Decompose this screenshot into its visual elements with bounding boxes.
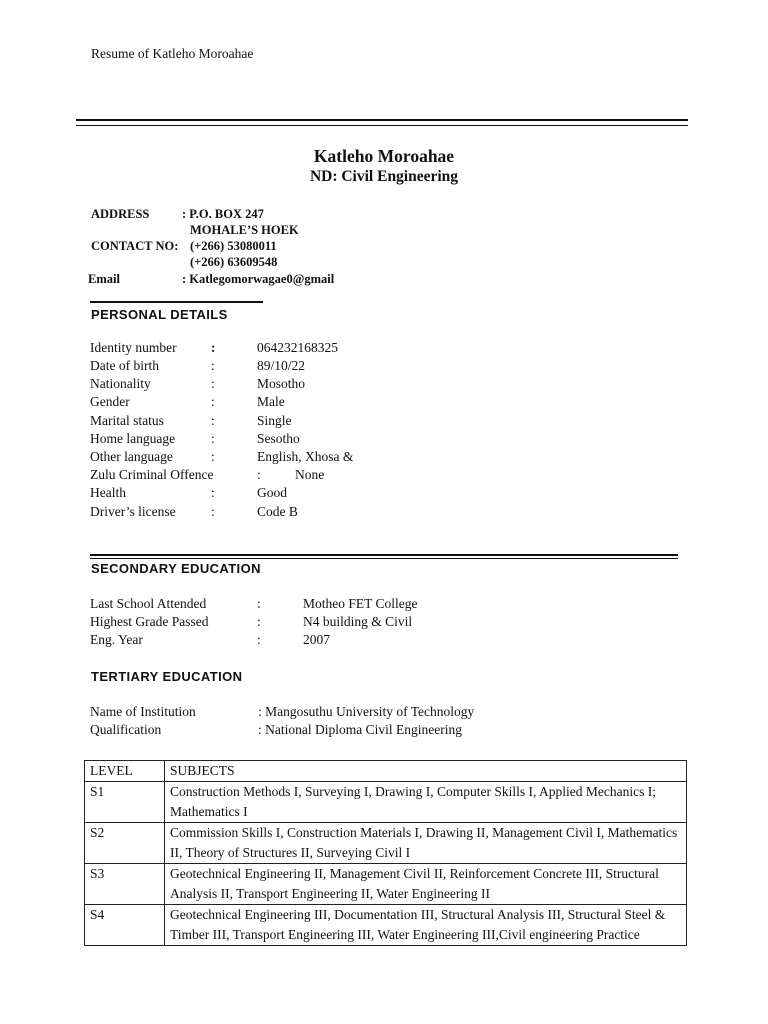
personal-sep: : <box>211 504 215 519</box>
secondary-value: 2007 <box>303 632 330 647</box>
header-rule-bottom <box>76 125 688 126</box>
personal-label: Zulu Criminal Offence <box>90 467 214 482</box>
personal-sep: : <box>211 413 215 428</box>
tertiary-value: : Mangosuthu University of Technology <box>258 704 475 719</box>
address-label: ADDRESS <box>91 207 150 221</box>
tertiary-label: Name of Institution <box>90 704 196 719</box>
candidate-name: Katleho Moroahae <box>313 146 455 166</box>
address-line-2: MOHALE’S HOEK <box>190 223 299 237</box>
personal-sep: : <box>211 485 215 500</box>
personal-value: English, Xhosa & <box>257 449 354 464</box>
personal-label: Date of birth <box>90 358 159 373</box>
secondary-section-rule-bottom <box>90 558 678 559</box>
secondary-sep: : <box>257 632 261 647</box>
tertiary-education-heading: TERTIARY EDUCATION <box>91 669 243 684</box>
email-value: : Katlegomorwagae0@gmail <box>182 272 335 286</box>
tertiary-label: Qualification <box>90 722 162 737</box>
personal-value: None <box>295 467 325 482</box>
level-cell: S4 <box>85 905 165 946</box>
table-header-row <box>85 761 687 782</box>
personal-value: 89/10/22 <box>257 358 306 373</box>
subjects-cell: Commission Skills I, Construction Materials I, Drawing II, Management Civil I, Mathematics II, Theory of Structures II, Surveying Civil I <box>165 823 687 864</box>
personal-sep: : <box>257 467 261 482</box>
table-row <box>85 823 687 864</box>
personal-sep: : <box>211 394 215 409</box>
secondary-value: Motheo FET College <box>303 596 418 611</box>
table-row <box>85 864 687 905</box>
secondary-sep: : <box>257 596 261 611</box>
header-rule-top <box>76 119 688 121</box>
personal-section-rule <box>90 301 263 303</box>
personal-details-heading: PERSONAL DETAILS <box>91 307 228 322</box>
table-row <box>85 905 687 946</box>
personal-sep: : <box>211 376 215 391</box>
secondary-label: Last School Attended <box>90 596 207 611</box>
personal-label: Marital status <box>90 413 164 428</box>
personal-value: Male <box>257 394 285 409</box>
secondary-label: Eng. Year <box>90 632 143 647</box>
personal-label: Driver’s license <box>90 504 176 519</box>
secondary-value: N4 building & Civil <box>303 614 413 629</box>
personal-value: Single <box>257 413 292 428</box>
subjects-cell: Geotechnical Engineering II, Management Civil II, Reinforcement Concrete III, Structural Analysis II, Transport Engineering II, Water Engineering II <box>165 864 687 905</box>
email-label: Email <box>88 272 120 286</box>
phone-2: (+266) 63609548 <box>190 255 278 269</box>
phone-1: (+266) 53080011 <box>190 239 277 253</box>
secondary-section-rule-top <box>90 554 678 556</box>
personal-label: Home language <box>90 431 176 446</box>
candidate-degree: ND: Civil Engineering <box>309 168 459 185</box>
running-header: Resume of Katleho Moroahae <box>91 46 254 61</box>
subjects-table <box>84 760 687 946</box>
secondary-sep: : <box>257 614 261 629</box>
personal-label: Other language <box>90 449 173 464</box>
personal-sep: : <box>211 340 216 355</box>
column-header-subjects: SUBJECTS <box>165 761 687 782</box>
personal-value: 064232168325 <box>257 340 338 355</box>
contact-label: CONTACT NO: <box>91 239 179 253</box>
subjects-cell: Geotechnical Engineering III, Documentation III, Structural Analysis III, Structural Steel & Timber III, Transport Engineering III, Water Engineering III,Civil engineering Practice <box>165 905 687 946</box>
personal-value: Mosotho <box>257 376 306 391</box>
personal-sep: : <box>211 431 215 446</box>
personal-label: Nationality <box>90 376 151 391</box>
secondary-education-heading: SECONDARY EDUCATION <box>91 561 261 576</box>
personal-label: Identity number <box>90 340 177 355</box>
address-line-1: : P.O. BOX 247 <box>182 207 264 221</box>
level-cell: S2 <box>85 823 165 864</box>
subjects-cell: Construction Methods I, Surveying I, Drawing I, Computer Skills I, Applied Mechanics I; Mathematics I <box>165 782 687 823</box>
level-cell: S3 <box>85 864 165 905</box>
personal-value: Sesotho <box>257 431 300 446</box>
secondary-label: Highest Grade Passed <box>90 614 209 629</box>
personal-label: Health <box>90 485 126 500</box>
personal-value: Code B <box>257 504 298 519</box>
column-header-level: LEVEL <box>85 761 165 782</box>
tertiary-value: : National Diploma Civil Engineering <box>258 722 462 737</box>
personal-sep: : <box>211 449 215 464</box>
table-row <box>85 782 687 823</box>
level-cell: S1 <box>85 782 165 823</box>
personal-value: Good <box>257 485 287 500</box>
personal-label: Gender <box>90 394 130 409</box>
personal-sep: : <box>211 358 215 373</box>
